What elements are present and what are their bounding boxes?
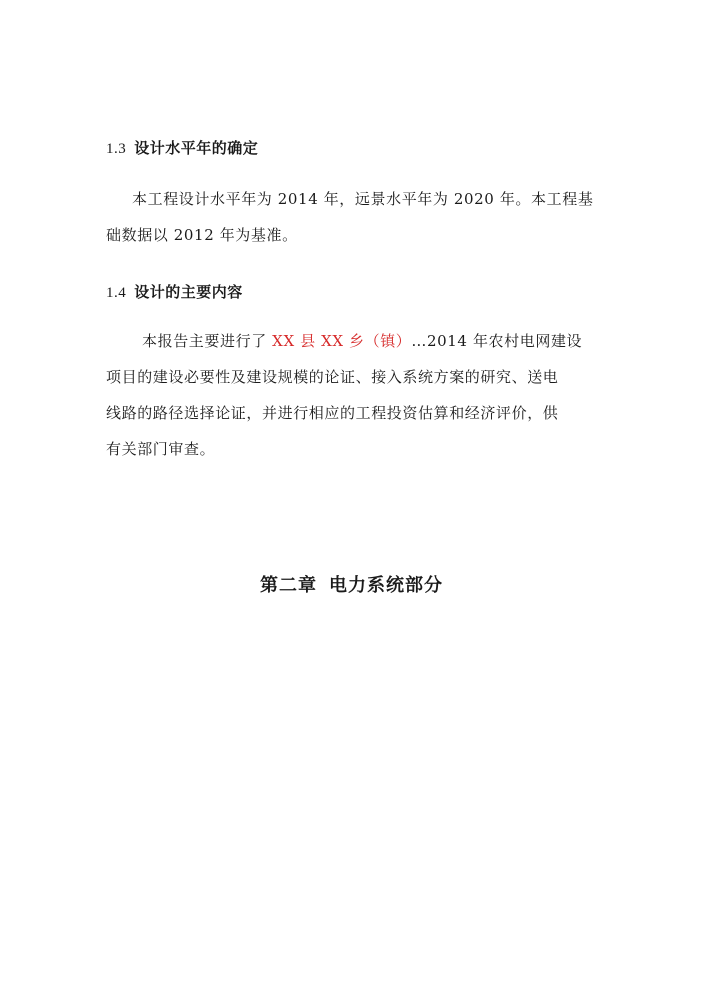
paragraph-line	[106, 323, 596, 359]
section-number: 1.4	[106, 285, 127, 301]
paragraph-text: 本报告主要进行了	[142, 332, 273, 350]
chapter-2-heading	[0, 571, 703, 597]
placeholder-location-text: XX 县 XX 乡（镇）	[272, 332, 412, 350]
section-title: 设计水平年的确定	[134, 139, 259, 157]
paragraph-text: …2014 年农村电网建设	[411, 332, 583, 350]
section-1-3-paragraph	[106, 181, 596, 253]
section-1-4-paragraph	[106, 323, 596, 467]
paragraph-line: 本工程设计水平年为 2014 年，远景水平年为 2020 年。本工程基	[132, 190, 594, 208]
paragraph-line: 线路的路径选择论证，并进行相应的工程投资估算和经济评价，供	[106, 404, 559, 422]
paragraph-line: 有关部门审查。	[106, 440, 216, 458]
paragraph-line: 项目的建设必要性及建设规模的论证、接入系统方案的研究、送电	[106, 368, 559, 386]
section-number: 1.3	[106, 141, 127, 157]
chapter-label: 第二章	[260, 575, 317, 596]
paragraph-line: 础数据以 2012 年为基准。	[106, 226, 298, 244]
section-1-4-heading	[106, 281, 243, 302]
section-title: 设计的主要内容	[134, 283, 243, 301]
chapter-title: 电力系统部分	[329, 575, 443, 596]
section-1-3-heading	[106, 137, 258, 158]
